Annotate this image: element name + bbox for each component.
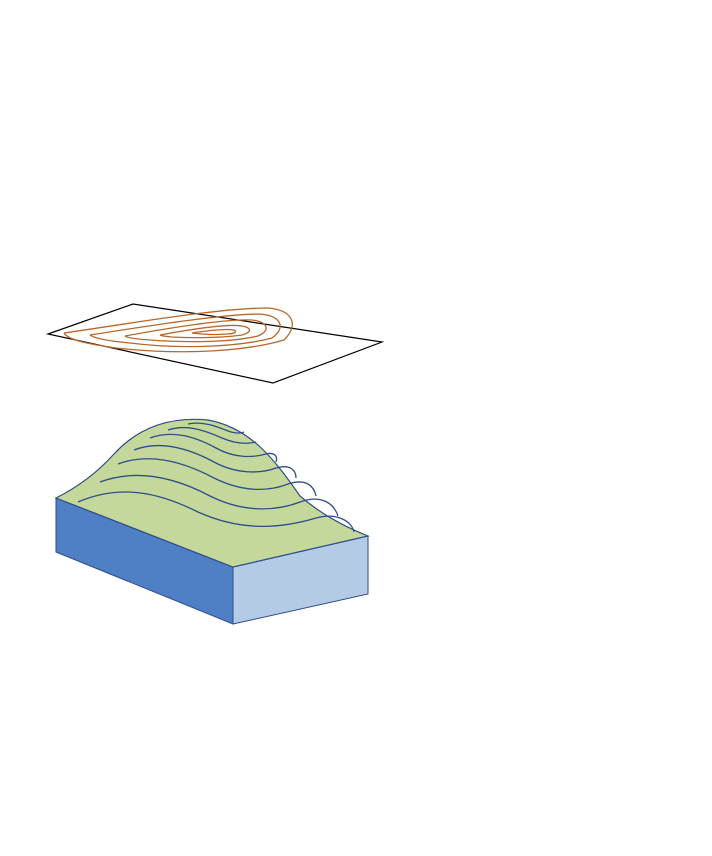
3d-object-figure [38, 412, 388, 632]
contour-map-figure [30, 290, 390, 390]
map-sheet [48, 304, 382, 383]
